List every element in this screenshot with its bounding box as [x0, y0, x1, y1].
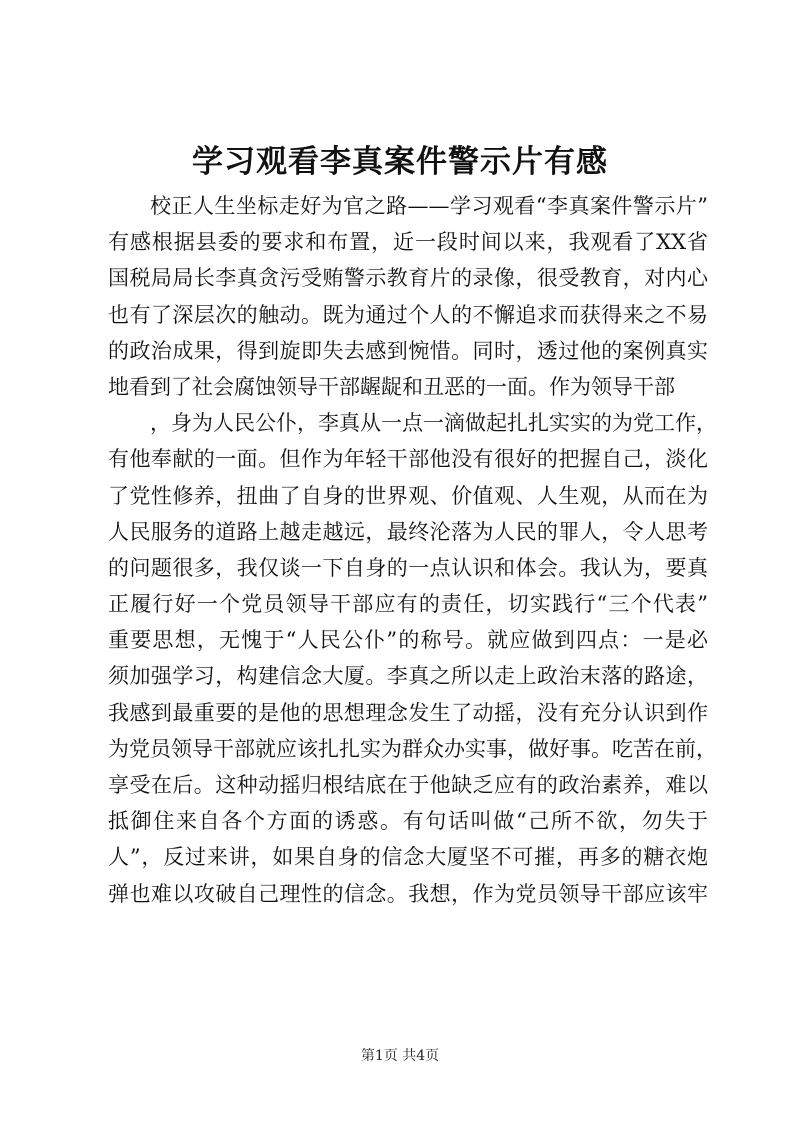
body-line: 重要思想，无愧于“人民公仆”的称号。就应做到四点：一是必	[108, 628, 708, 653]
document-body	[108, 188, 717, 912]
body-line: 为党员领导干部就应该扎扎实为群众办实事，做好事。吃苦在前，	[108, 736, 717, 761]
body-line: 的问题很多，我仅谈一下自身的一点认识和体会。我认为，要真	[108, 555, 708, 580]
body-line: 抵御住来自各个方面的诱惑。有句话叫做“己所不欲，勿失于	[108, 809, 708, 834]
body-line: 有他奉献的一面。但作为年轻干部他没有很好的把握自己，淡化	[108, 447, 708, 472]
body-line: 有感根据县委的要求和布置，近一段时间以来，我观看了XX省	[108, 230, 708, 255]
body-line: 须加强学习，构建信念大厦。李真之所以走上政治末落的路途，	[108, 664, 708, 689]
body-line: 国税局局长李真贪污受贿警示教育片的录像，很受教育，对内心	[108, 266, 708, 291]
body-line: 的政治成果，得到旋即失去感到惋惜。同时，透过他的案例真实	[108, 338, 708, 363]
body-line: 人民服务的道路上越走越远，最终沦落为人民的罪人，令人思考	[108, 519, 708, 544]
body-line: 弹也难以攻破自己理性的信念。我想，作为党员领导干部应该牢	[108, 881, 708, 906]
body-line: 人”，反过来讲，如果自身的信念大厦坚不可摧，再多的糖衣炮	[108, 845, 708, 870]
document-title: 学习观看李真案件警示片有感	[192, 144, 608, 180]
body-line: 也有了深层次的触动。既为通过个人的不懈追求而获得来之不易	[108, 302, 708, 327]
body-line: 地看到了社会腐蚀领导干部龌龊和丑恶的一面。作为领导干部	[108, 374, 675, 399]
body-line: 了党性修养，扭曲了自身的世界观、价值观、人生观，从而在为	[108, 483, 708, 508]
body-line: 正履行好一个党员领导干部应有的责任，切实践行“三个代表”	[108, 592, 708, 617]
page-number-footer: 第1页 共4页	[360, 1048, 440, 1064]
body-line: 校正人生坐标走好为官之路——学习观看“李真案件警示片”	[150, 194, 708, 218]
body-line: 享受在后。这种动摇归根结底在于他缺乏应有的政治素养，难以	[108, 773, 708, 797]
body-line: ，身为人民公仆，李真从一点一滴做起扎扎实实的为党工作，	[150, 411, 717, 436]
body-line: 我感到最重要的是他的思想理念发生了动摇，没有充分认识到作	[108, 700, 708, 725]
